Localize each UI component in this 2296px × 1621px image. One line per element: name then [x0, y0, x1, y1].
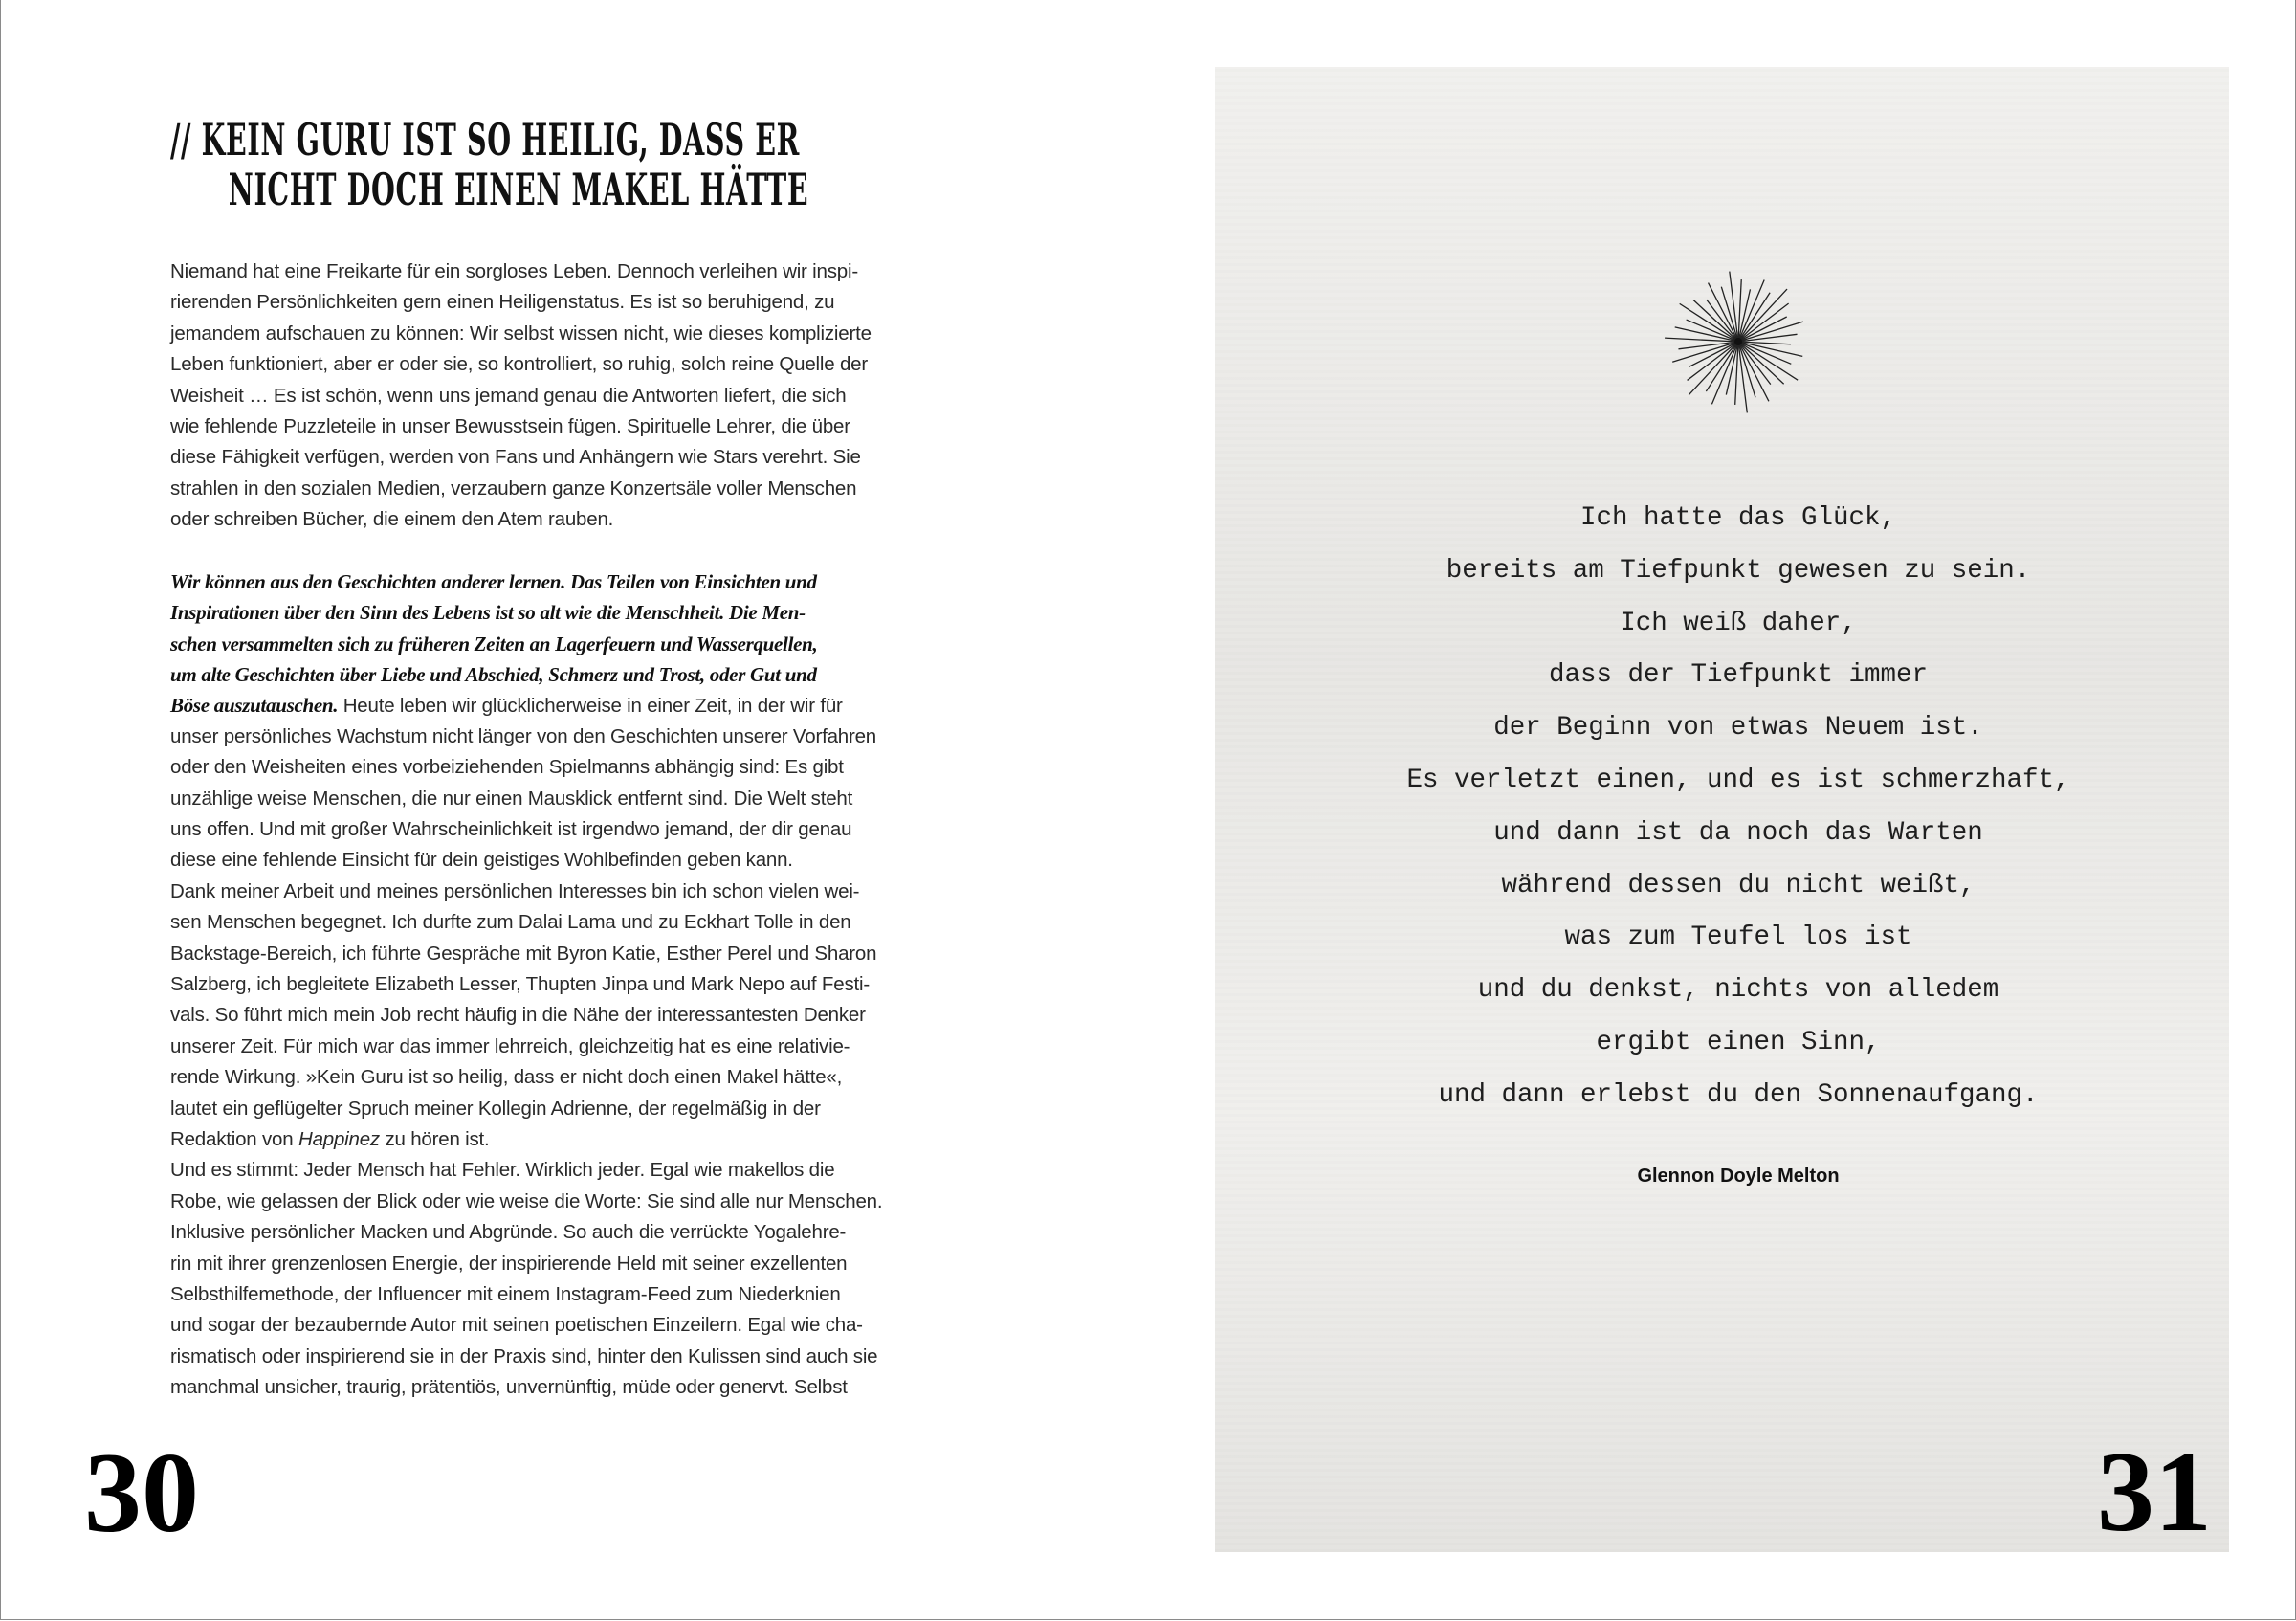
text-segment: vals. So führt mich mein Job recht häufig in die Nähe der interessantesten Denker [170, 1004, 866, 1027]
quote-line: Ich weiß daher, [1620, 608, 1857, 638]
quote-block [1215, 493, 2262, 1122]
emphasis-text: Böse auszutauschen. [170, 694, 339, 718]
text-line [170, 381, 993, 411]
text-segment: unser persönliches Wachstum nicht länger von den Geschichten unserer Vorfahren [170, 724, 876, 747]
text-line [170, 566, 993, 597]
text-segment: strahlen in den sozialen Medien, verzaubern ganze Konzertsäle voller Menschen [170, 477, 857, 500]
text-line [170, 1249, 993, 1279]
starburst-ray [1680, 303, 1738, 342]
text-line [170, 814, 993, 845]
starburst-ray [1706, 342, 1738, 391]
quote-line: dass der Tiefpunkt immer [1548, 660, 1929, 691]
text-line [170, 629, 993, 659]
starburst-ray [1738, 293, 1770, 342]
text-segment: oder schreiben Bücher, die einem den Atem rauben. [170, 508, 614, 531]
text-line [170, 1310, 993, 1341]
text-segment: unzählige weise Menschen, die nur einen Mausklick entfernt sind. Die Welt steht [170, 787, 853, 810]
quote-line: bereits am Tiefpunkt gewesen zu sein. [1446, 555, 2031, 586]
text-segment: unserer Zeit. Für mich war das immer lehrreich, gleichzeitig hat es eine relativie- [170, 1034, 850, 1057]
italic-title: Happinez [298, 1127, 380, 1150]
quote-line: Es verletzt einen, und es ist schmerzhaft, [1406, 765, 2070, 795]
text-line [170, 690, 993, 721]
text-line [170, 1032, 993, 1062]
text-line [170, 411, 993, 442]
emphasis-text: um alte Geschichten über Liebe und Abschied, Schmerz und Trost, oder Gut und [170, 663, 817, 687]
text-line [170, 1000, 993, 1031]
text-segment: Heute leben wir glücklicherweise in einer Zeit, in der wir für [338, 695, 843, 718]
text-segment: diese eine fehlende Einsicht für dein geistiges Wohlbefinden geben kann. [170, 849, 793, 872]
text-line [170, 1124, 993, 1155]
text-line [170, 1217, 993, 1248]
text-segment: oder den Weisheiten eines vorbeiziehenden Spielmanns abhängig sind: Es gibt [170, 756, 844, 779]
text-line [170, 442, 993, 473]
quote-line: während dessen du nicht weißt, [1501, 870, 1976, 900]
starburst-ray [1738, 342, 1798, 380]
text-segment: sen Menschen begegnet. Ich durfte zum Dalai Lama und zu Eckhart Tolle in den [170, 911, 851, 934]
quote-line: und dann ist da noch das Warten [1493, 817, 1983, 848]
text-segment: diese Fähigkeit verfügen, werden von Fans und Anhängern wie Stars verehrt. Sie [170, 446, 861, 469]
starburst-icon [1662, 265, 1815, 418]
text-line [170, 1094, 993, 1124]
text-line [170, 1342, 993, 1372]
page-number-left: 30 [84, 1429, 199, 1556]
text-line [170, 752, 993, 783]
quote-line: und dann erlebst du den Sonnenaufgang. [1438, 1079, 2039, 1110]
text-segment: Inklusive persönlicher Macken und Abgründe. So auch die verrückte Yogalehre- [170, 1221, 847, 1244]
text-segment: Weisheit … Es ist schön, wenn uns jemand genau die Antworten liefert, die sich [170, 384, 847, 407]
text-line [170, 319, 993, 349]
text-line [170, 939, 993, 969]
heading-line-1: // KEIN GURU IST SO HEILIG, DASS ER [170, 114, 800, 166]
text-segment: Redaktion von [170, 1127, 298, 1150]
text-segment: und sogar der bezaubernde Autor mit seinen poetischen Einzeilern. Egal wie cha- [170, 1314, 863, 1337]
quote-line: Ich hatte das Glück, [1579, 503, 1897, 533]
text-line [170, 784, 993, 814]
quote-line: ergibt einen Sinn, [1596, 1027, 1881, 1057]
text-segment: rierenden Persönlichkeiten gern einen Heiligenstatus. Es ist so beruhigend, zu [170, 291, 835, 314]
text-line [170, 1279, 993, 1310]
text-line [170, 256, 993, 287]
text-segment: rende Wirkung. »Kein Guru ist so heilig, dass er nicht doch einen Makel hätte«, [170, 1066, 843, 1089]
text-line [170, 722, 993, 752]
text-segment: Salzberg, ich begleitete Elizabeth Lesser, Thupten Jinpa und Mark Nepo auf Festi- [170, 972, 870, 995]
text-line [170, 1187, 993, 1217]
emphasis-text: Inspirationen über den Sinn des Lebens ist so alt wie die Menschheit. Die Men- [170, 601, 806, 625]
quote-line: was zum Teufel los ist [1564, 922, 1912, 953]
text-line [170, 1155, 993, 1186]
text-segment: jemandem aufschauen zu können: Wir selbst wissen nicht, wie dieses komplizierte [170, 322, 872, 344]
text-segment: wie fehlende Puzzleteile in unser Bewusstsein fügen. Spirituelle Lehrer, die über [170, 414, 850, 437]
text-line [170, 349, 993, 380]
text-segment: Niemand hat eine Freikarte für ein sorgloses Leben. Dennoch verleihen wir inspi- [170, 260, 858, 282]
text-line [170, 1372, 993, 1403]
text-line [170, 845, 993, 876]
text-segment: Selbsthilfemethode, der Influencer mit einem Instagram-Feed zum Niederknien [170, 1282, 841, 1305]
text-segment: Dank meiner Arbeit und meines persönlichen Interesses bin ich schon vielen wei- [170, 879, 860, 902]
text-segment: Leben funktioniert, aber er oder sie, so kontrolliert, so ruhig, solch reine Quelle der [170, 353, 868, 376]
emphasis-text: Wir können aus den Geschichten anderer lernen. Das Teilen von Einsichten und [170, 569, 817, 593]
text-line [170, 659, 993, 690]
body-text [170, 256, 993, 1403]
page-number-right: 31 [2097, 1428, 2212, 1555]
text-line [170, 907, 993, 938]
text-line [170, 474, 993, 504]
text-line [170, 877, 993, 907]
text-line [170, 969, 993, 1000]
paragraph-gap [170, 536, 993, 566]
text-segment: zu hören ist. [379, 1127, 490, 1150]
heading-line-2: NICHT DOCH EINEN MAKEL HÄTTE [228, 164, 809, 215]
text-segment: uns offen. Und mit großer Wahrscheinlichkeit ist irgendwo jemand, der dir genau [170, 818, 852, 841]
text-segment: rismatisch oder inspirierend sie in der Praxis sind, hinter den Kulissen sind auch sie [170, 1344, 878, 1367]
text-segment: lautet ein geflügelter Spruch meiner Kollegin Adrienne, der regelmäßig in der [170, 1097, 821, 1120]
text-line [170, 1062, 993, 1093]
text-segment: manchmal unsicher, traurig, prätentiös, unvernünftig, müde oder genervt. Selbst [170, 1376, 848, 1399]
text-line [170, 504, 993, 535]
starburst-center [1734, 338, 1742, 345]
chapter-heading [170, 115, 808, 214]
text-line [170, 597, 993, 628]
text-segment: rin mit ihrer grenzenlosen Energie, der inspirierende Held mit seiner exzellenten [170, 1252, 848, 1275]
emphasis-text: schen versammelten sich zu früheren Zeiten an Lagerfeuern und Wasserquellen, [170, 632, 818, 655]
quote-author: Glennon Doyle Melton [1637, 1166, 1840, 1187]
text-line [170, 287, 993, 318]
quote-line: der Beginn von etwas Neuem ist. [1493, 713, 1983, 744]
text-segment: Und es stimmt: Jeder Mensch hat Fehler. Wirklich jeder. Egal wie makellos die [170, 1159, 835, 1182]
text-segment: Backstage-Bereich, ich führte Gespräche mit Byron Katie, Esther Perel und Sharon [170, 942, 877, 965]
text-segment: Robe, wie gelassen der Blick oder wie weise die Worte: Sie sind alle nur Menschen. [170, 1189, 883, 1212]
quote-line: und du denkst, nichts von alledem [1477, 975, 1999, 1006]
